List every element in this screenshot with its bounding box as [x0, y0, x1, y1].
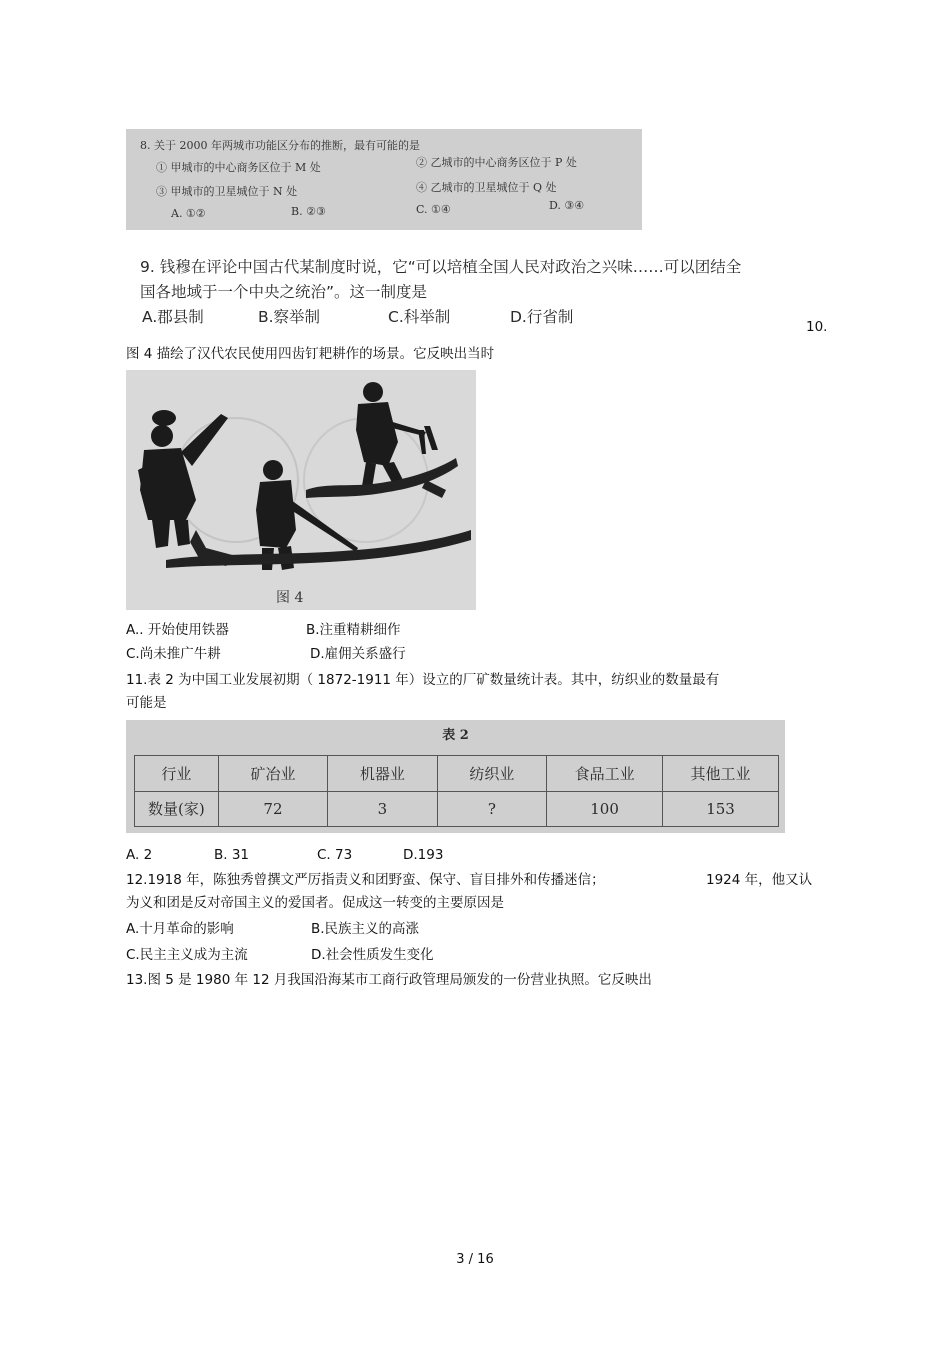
table-2-caption: 表 2 — [442, 728, 469, 743]
question-9-scan — [140, 255, 820, 330]
q12-line-2: 为义和团是反对帝国主义的爱国者。促成这一转变的主要原因是 — [126, 895, 504, 911]
table-cell: ? — [437, 791, 546, 827]
q12-option-a: A.十月革命的影响 — [126, 921, 234, 937]
table-header-cell: 食品工业 — [547, 756, 663, 792]
q8-option-a: A. ①② — [171, 207, 206, 220]
q10-option-a: A.. 开始使用铁器 — [126, 622, 229, 638]
q8-statement-4: ④ 乙城市的卫星城位于 Q 处 — [416, 181, 557, 194]
q13-stem: 13.图 5 是 1980 年 12 月我国沿海某市工商行政管理局颁发的一份营业执照。它反映出 — [126, 972, 652, 988]
q9-line-2: 国各地域于一个中央之统治”。这一制度是 — [140, 283, 428, 301]
q9-option-b: B.察举制 — [258, 308, 321, 326]
table-header-cell: 矿冶业 — [218, 756, 327, 792]
table-2-scan — [126, 720, 785, 833]
q11-option-c: C. 73 — [317, 847, 353, 863]
q8-statement-3: ③ 甲城市的卫星城位于 N 处 — [156, 185, 298, 198]
table-2 — [134, 755, 779, 827]
q8-option-d: D. ③④ — [549, 199, 585, 212]
q11-line-2: 可能是 — [126, 695, 167, 711]
table-cell: 3 — [328, 791, 437, 827]
figure-4-caption: 图 4 — [276, 590, 304, 606]
q8-statement-1: ① 甲城市的中心商务区位于 M 处 — [156, 161, 321, 174]
question-8-scan — [126, 129, 642, 230]
q10-stem: 图 4 描绘了汉代农民使用四齿钉耙耕作的场景。它反映出当时 — [126, 346, 495, 362]
q11-option-d: D.193 — [403, 847, 444, 863]
figure-4-illustration — [126, 370, 476, 610]
table-cell: 153 — [663, 791, 779, 827]
q9-option-d: D.行省制 — [510, 308, 574, 326]
q8-option-b: B. ②③ — [291, 205, 326, 218]
table-header-row — [135, 756, 779, 792]
q10-number: 10. — [806, 319, 828, 335]
q8-statement-2: ② 乙城市的中心商务区位于 P 处 — [416, 156, 577, 169]
q12-option-d: D.社会性质发生变化 — [311, 947, 434, 963]
q11-option-b: B. 31 — [214, 847, 250, 863]
q10-option-d: D.雇佣关系盛行 — [310, 646, 406, 662]
q9-line-1: 9. 钱穆在评论中国古代某制度时说，它“可以培植全国人民对政治之兴味……可以团结全 — [140, 258, 742, 276]
q9-option-c: C.科举制 — [388, 308, 451, 326]
q8-stem: 8. 关于 2000 年两城市功能区分布的推断，最有可能的是 — [140, 139, 420, 152]
q10-option-b: B.注重精耕细作 — [306, 622, 401, 638]
table-header-cell: 机器业 — [328, 756, 437, 792]
q8-option-c: C. ①④ — [416, 203, 451, 216]
q12-option-b: B.民族主义的高涨 — [311, 921, 420, 937]
q12-line-1a: 12.1918 年，陈独秀曾撰文严厉指责义和团野蛮、保守、盲目排外和传播迷信； — [126, 872, 605, 888]
figure-4-han-farming — [126, 370, 476, 610]
q11-option-a: A. 2 — [126, 847, 153, 863]
q11-line-1: 11.表 2 为中国工业发展初期（ 1872-1911 年）设立的厂矿数量统计表。其中，纺织业的数量最有 — [126, 672, 720, 688]
table-row — [135, 791, 779, 827]
q12-option-c: C.民主主义成为主流 — [126, 947, 248, 963]
q10-option-c: C.尚未推广牛耕 — [126, 646, 221, 662]
table-header-cell: 其他工业 — [663, 756, 779, 792]
q9-option-a: A.郡县制 — [142, 308, 204, 326]
table-header-cell: 纺织业 — [437, 756, 546, 792]
table-header-cell: 行业 — [135, 756, 219, 792]
table-cell: 100 — [547, 791, 663, 827]
table-cell: 数量(家) — [135, 791, 219, 827]
table-cell: 72 — [218, 791, 327, 827]
page-number: 3 / 16 — [456, 1252, 494, 1267]
q12-line-1b: 1924 年，他又认 — [706, 872, 813, 888]
